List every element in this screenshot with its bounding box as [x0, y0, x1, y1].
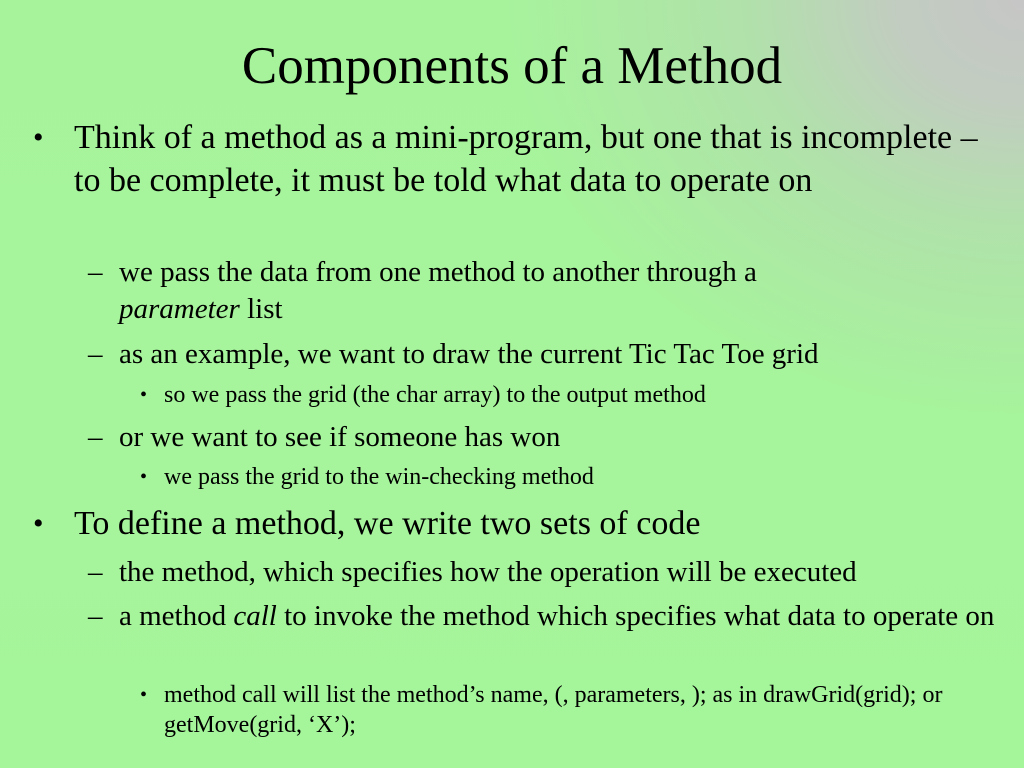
bullet-level3 — [140, 462, 984, 492]
bullet-level1 — [33, 502, 994, 545]
bullet-text: so we pass the grid (the char array) to the output method — [164, 382, 706, 408]
bullet-level2 — [88, 419, 1009, 456]
bullet-marker: • — [33, 507, 44, 540]
slide-title: Components of a Method — [241, 37, 783, 95]
bullet-marker: • — [140, 684, 148, 706]
bullet-text: we pass the grid to the win-checking method — [164, 464, 594, 490]
bullet-emphasis: parameter — [119, 293, 240, 325]
dash-marker: – — [88, 256, 103, 288]
bullet-text: or we want to see if someone has won — [119, 421, 561, 453]
bullet-level2 — [88, 336, 1009, 373]
bullet-text: method call will list the method’s name, (, parameters, ); as in drawGrid(grid); or getMove(grid, ‘X’); — [164, 682, 943, 738]
dash-marker: – — [88, 600, 103, 632]
bullet-text: list — [239, 293, 283, 325]
bullet-text: to invoke the method which specifies what data to operate on — [276, 600, 995, 632]
bullet-text: a method — [119, 600, 234, 632]
bullet-level3 — [140, 680, 984, 740]
bullet-emphasis: call — [233, 600, 277, 632]
dash-marker: – — [88, 421, 103, 453]
bullet-level2 — [88, 554, 1009, 591]
bullet-text: To define a method, we write two sets of code — [74, 505, 701, 542]
bullet-level1 — [33, 116, 994, 202]
bullet-text: as an example, we want to draw the current Tic Tac Toe grid — [119, 338, 819, 370]
bullet-marker: • — [33, 121, 44, 154]
bullet-text: Think of a method as a mini-program, but one that is incomplete – to be complete, it must be told what data to operate on — [74, 119, 978, 199]
bullet-marker: • — [140, 466, 148, 488]
bullet-level3 — [140, 380, 984, 410]
bullet-text: we pass the data from one method to another through a — [119, 256, 757, 288]
bullet-text: the method, which specifies how the operation will be executed — [119, 556, 857, 588]
bullet-level2 — [88, 598, 1009, 635]
bullet-marker: • — [140, 384, 148, 406]
dash-marker: – — [88, 338, 103, 370]
dash-marker: – — [88, 556, 103, 588]
bullet-level2 — [88, 254, 1009, 328]
